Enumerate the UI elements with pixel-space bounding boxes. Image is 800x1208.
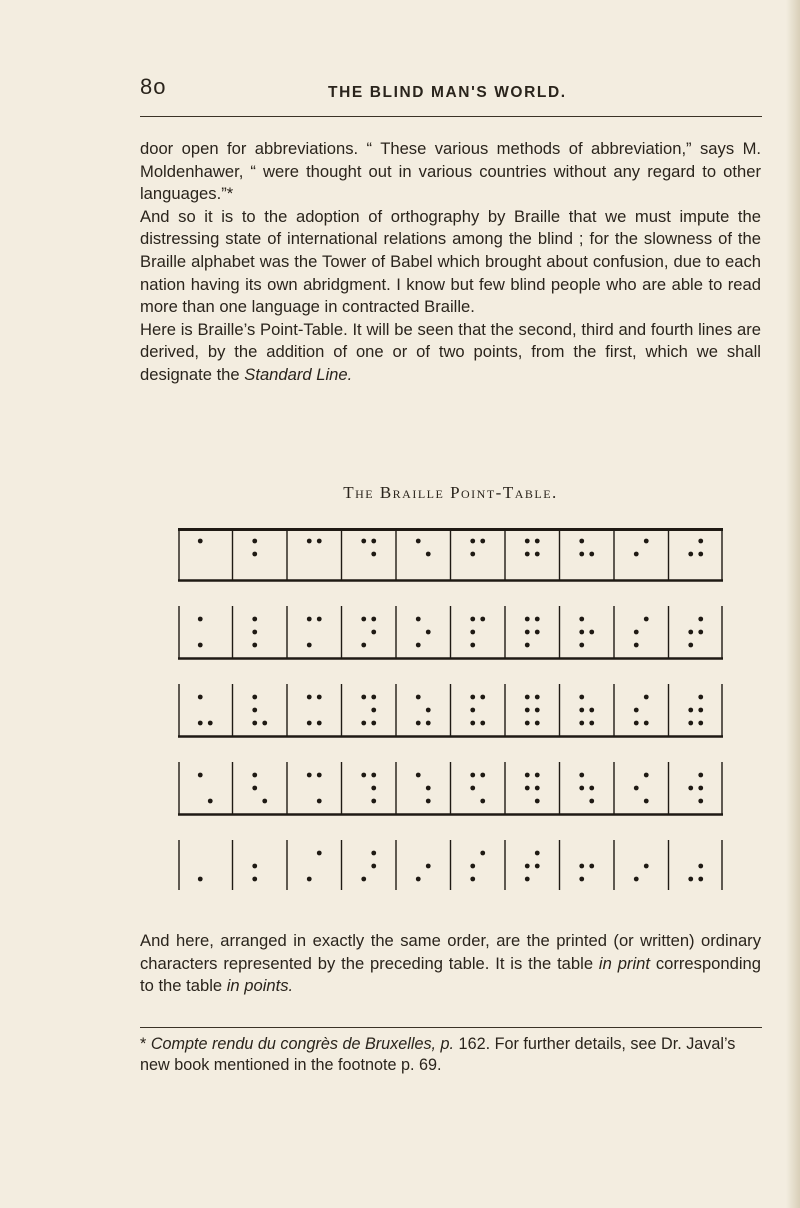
braille-dot — [470, 643, 475, 648]
table-title: The Braille Point-Table. — [343, 483, 558, 502]
braille-dot — [416, 695, 421, 700]
braille-dot — [262, 721, 267, 726]
footnote-marker: * — [140, 1035, 151, 1053]
braille-dot — [252, 630, 257, 635]
braille-dot — [698, 721, 703, 726]
braille-dot — [470, 617, 475, 622]
braille-dot — [688, 552, 693, 557]
body-text — [140, 138, 761, 387]
braille-dot — [426, 630, 431, 635]
braille-dot — [579, 630, 584, 635]
braille-dot — [252, 539, 257, 544]
braille-dot — [644, 799, 649, 804]
braille-dot — [579, 552, 584, 557]
braille-dot — [698, 773, 703, 778]
braille-dot — [307, 643, 312, 648]
braille-dot — [579, 617, 584, 622]
braille-dot — [426, 552, 431, 557]
braille-dot — [252, 864, 257, 869]
braille-dot — [698, 695, 703, 700]
braille-dot — [589, 552, 594, 557]
braille-dot — [470, 786, 475, 791]
braille-dot — [426, 799, 431, 804]
braille-dot — [579, 539, 584, 544]
braille-dot — [208, 799, 213, 804]
paragraph-3-emphasis: Standard Line. — [244, 364, 353, 384]
braille-dot — [470, 539, 475, 544]
braille-dot — [317, 721, 322, 726]
braille-dot — [644, 617, 649, 622]
braille-dot — [525, 552, 530, 557]
braille-dot — [634, 877, 639, 882]
braille-dot — [579, 786, 584, 791]
braille-dot — [371, 539, 376, 544]
braille-dot — [416, 877, 421, 882]
braille-dot — [198, 643, 203, 648]
braille-dot — [579, 773, 584, 778]
braille-dot — [589, 864, 594, 869]
braille-dot — [535, 708, 540, 713]
braille-dot — [589, 799, 594, 804]
braille-dot — [426, 721, 431, 726]
braille-dot — [361, 617, 366, 622]
braille-dot — [579, 708, 584, 713]
braille-dot — [307, 617, 312, 622]
braille-dot — [371, 773, 376, 778]
footnote-citation: Compte rendu du congrès de Bruxelles, p. — [150, 1035, 455, 1053]
braille-dot — [371, 851, 376, 856]
braille-dot — [525, 630, 530, 635]
braille-dot — [698, 552, 703, 557]
braille-dot — [371, 864, 376, 869]
braille-dot — [634, 721, 639, 726]
braille-dot — [480, 539, 485, 544]
paragraph-4-text-a: And here, arranged in exactly the same order, are the printed (or written) ordinary characters represented by the preceding table. It is the table — [140, 931, 761, 973]
braille-dot — [317, 851, 322, 856]
braille-dot — [698, 877, 703, 882]
footnote-rule — [140, 1027, 762, 1028]
braille-dot — [688, 786, 693, 791]
braille-dot — [371, 786, 376, 791]
braille-dot — [525, 643, 530, 648]
braille-dot — [252, 708, 257, 713]
braille-dot — [535, 864, 540, 869]
running-head: THE BLIND MAN'S WORLD. — [328, 84, 567, 101]
paragraph-1: door open for abbreviations. “ These various methods of abbreviation,” says M. Moldenhawer, “ were thought out in various countries without any regard to other languages.”* — [140, 139, 761, 204]
braille-dot — [634, 552, 639, 557]
braille-dot — [371, 552, 376, 557]
braille-dot — [416, 721, 421, 726]
braille-dot — [480, 617, 485, 622]
braille-dot — [361, 721, 366, 726]
braille-dot — [589, 630, 594, 635]
braille-dot — [198, 539, 203, 544]
footnote — [140, 1034, 761, 1076]
braille-dot — [361, 695, 366, 700]
braille-dot — [525, 877, 530, 882]
braille-dot — [634, 630, 639, 635]
braille-dot — [416, 643, 421, 648]
braille-dot — [535, 773, 540, 778]
braille-dot — [426, 708, 431, 713]
braille-dot — [252, 877, 257, 882]
braille-dot — [252, 552, 257, 557]
braille-dot — [317, 695, 322, 700]
braille-dot — [525, 695, 530, 700]
braille-dot — [698, 539, 703, 544]
braille-dot — [644, 773, 649, 778]
braille-dot — [470, 864, 475, 869]
braille-dot — [307, 877, 312, 882]
braille-dot — [480, 799, 485, 804]
braille-dot — [371, 617, 376, 622]
braille-dot — [535, 695, 540, 700]
braille-dot — [535, 630, 540, 635]
braille-dot — [470, 630, 475, 635]
braille-dot — [525, 773, 530, 778]
braille-dot — [262, 799, 267, 804]
braille-dot — [371, 695, 376, 700]
page-number: 8o — [140, 74, 167, 99]
braille-dot — [688, 630, 693, 635]
braille-dot — [579, 864, 584, 869]
braille-dot — [688, 643, 693, 648]
braille-dot — [688, 877, 693, 882]
braille-dot — [252, 695, 257, 700]
braille-dot — [579, 721, 584, 726]
braille-dot — [698, 630, 703, 635]
after-text — [140, 930, 761, 998]
braille-dot — [361, 539, 366, 544]
paragraph-4 — [140, 930, 761, 998]
paragraph-3-text: Here is Braille’s Point-Table. It will be seen that the second, third and fourth lines are derived, by the addition of one or of two points, from the first, which we shall designate the — [140, 319, 761, 384]
page-header — [140, 74, 760, 108]
braille-dot — [426, 864, 431, 869]
braille-dot — [361, 877, 366, 882]
braille-dot — [589, 708, 594, 713]
braille-dot — [317, 773, 322, 778]
braille-dot — [634, 643, 639, 648]
braille-dot — [525, 708, 530, 713]
braille-dot — [535, 617, 540, 622]
braille-dot — [252, 721, 257, 726]
braille-dot — [198, 617, 203, 622]
braille-dot — [252, 643, 257, 648]
braille-dot — [644, 539, 649, 544]
braille-dot — [426, 786, 431, 791]
braille-dot — [644, 721, 649, 726]
braille-dot — [535, 851, 540, 856]
braille-dot — [198, 877, 203, 882]
braille-dot — [252, 786, 257, 791]
braille-dot — [252, 773, 257, 778]
footnote-rest: 162. For further details, see Dr. Javal’s new book mentioned in the footnote p. 69. — [140, 1035, 736, 1074]
braille-dot — [307, 721, 312, 726]
braille-dot — [480, 695, 485, 700]
braille-dot — [470, 695, 475, 700]
braille-dot — [644, 695, 649, 700]
braille-dot — [698, 786, 703, 791]
braille-dot — [198, 721, 203, 726]
braille-dot — [208, 721, 213, 726]
braille-dot — [470, 773, 475, 778]
braille-dot — [307, 539, 312, 544]
braille-dot — [317, 617, 322, 622]
braille-dot — [480, 773, 485, 778]
braille-dot — [307, 695, 312, 700]
braille-dot — [416, 617, 421, 622]
braille-dot — [525, 617, 530, 622]
braille-dot — [470, 721, 475, 726]
header-rule — [140, 116, 762, 117]
braille-dot — [480, 721, 485, 726]
braille-dot — [535, 552, 540, 557]
braille-dot — [371, 721, 376, 726]
braille-dot — [371, 708, 376, 713]
footnote-text — [140, 1034, 761, 1076]
paragraph-2: And so it is to the adoption of orthography by Braille that we must impute the distressing state of international relations among the blind ; for the slowness of the Braille alphabet was the Tower of Babel which brought about confusion, due to each nation having its own abridgment. I know but few blind people who are able to read more than one language in contracted Braille. — [140, 206, 761, 317]
braille-dot — [698, 617, 703, 622]
braille-dot — [579, 643, 584, 648]
braille-dot — [307, 773, 312, 778]
paragraph-4-text-b: corresponding to the table — [140, 953, 762, 996]
braille-dot — [698, 799, 703, 804]
braille-dot — [371, 630, 376, 635]
braille-dot — [470, 708, 475, 713]
braille-dot — [416, 539, 421, 544]
braille-dot — [535, 539, 540, 544]
braille-dot — [361, 773, 366, 778]
paragraph-4-em-points: in points. — [226, 976, 294, 996]
braille-point-table — [178, 528, 723, 890]
braille-dot — [317, 539, 322, 544]
braille-dot — [525, 539, 530, 544]
braille-dot — [317, 799, 322, 804]
braille-dot — [634, 708, 639, 713]
braille-dot — [688, 708, 693, 713]
braille-dot — [525, 864, 530, 869]
paragraph-4-em-print: in print — [598, 953, 650, 973]
braille-dot — [361, 643, 366, 648]
braille-dot — [525, 786, 530, 791]
braille-dot — [579, 877, 584, 882]
braille-dot — [688, 721, 693, 726]
braille-dot — [589, 721, 594, 726]
braille-dot — [644, 864, 649, 869]
braille-dot — [470, 877, 475, 882]
braille-dot — [535, 799, 540, 804]
page-edge-shadow — [786, 0, 800, 1208]
braille-dot — [198, 695, 203, 700]
braille-dot — [535, 786, 540, 791]
braille-dot — [698, 708, 703, 713]
paragraph-3 — [140, 319, 761, 387]
braille-dot — [416, 773, 421, 778]
braille-dot — [371, 799, 376, 804]
braille-dot — [480, 851, 485, 856]
braille-dot — [698, 864, 703, 869]
braille-dot — [252, 617, 257, 622]
braille-dot — [525, 721, 530, 726]
braille-dot — [589, 786, 594, 791]
braille-dot — [470, 552, 475, 557]
braille-dot — [634, 786, 639, 791]
braille-dot — [198, 773, 203, 778]
braille-dot — [535, 721, 540, 726]
braille-dot — [579, 695, 584, 700]
